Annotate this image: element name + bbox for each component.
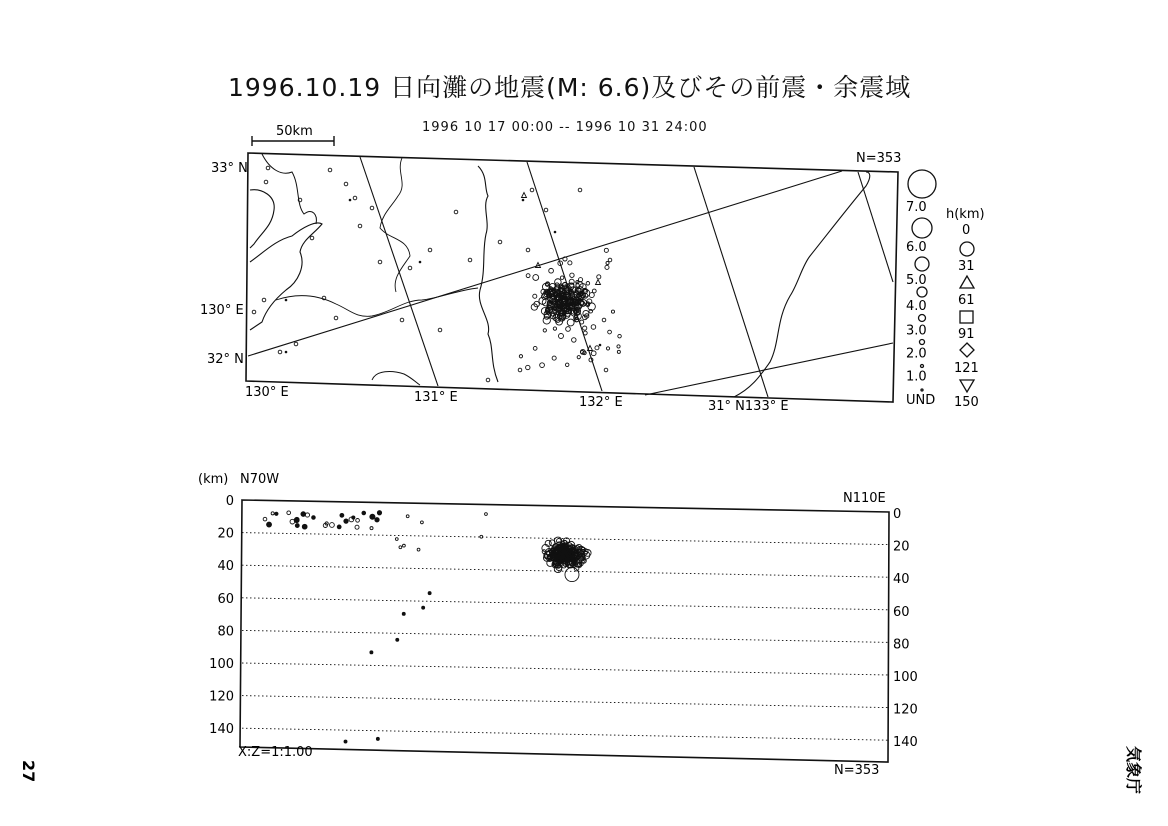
hypocenter-marker (344, 519, 348, 523)
epicenter-marker (602, 318, 606, 322)
depth-tick-right: 140 (893, 735, 918, 751)
hypocenter-marker (428, 592, 431, 595)
depth-gridline (242, 728, 889, 740)
depth-tick-left: 120 (209, 689, 234, 705)
epicenter-marker (526, 248, 530, 252)
depth-label-31: 31 (958, 259, 975, 274)
depth-tick-left: 60 (217, 591, 234, 607)
hypocenter-marker (549, 540, 555, 546)
depth-tick-right: 40 (893, 572, 910, 588)
hypocenter-marker (340, 513, 344, 517)
epicenter-marker (533, 346, 537, 350)
depth-tick-left: 40 (217, 559, 234, 575)
epicenter-marker (608, 258, 612, 262)
epicenter-marker (560, 276, 563, 279)
epicenter-marker (530, 188, 534, 192)
hypocenter-marker (301, 512, 306, 517)
epicenter-marker (262, 298, 266, 302)
magnitude-symbol-0 (908, 170, 936, 198)
lon-line-131 (360, 157, 438, 386)
depth-label-61: 61 (958, 293, 975, 308)
epicenter-marker (536, 263, 541, 268)
epicenter-marker (428, 248, 432, 252)
magnitude-symbol-5 (920, 340, 925, 345)
hypocenter-marker (267, 522, 272, 527)
depth-legend-title: h(km) (946, 207, 985, 222)
epicenter-marker (606, 261, 609, 264)
depth-square-symbol (960, 311, 973, 323)
lon-label-133: 31° N133° E (708, 399, 789, 414)
hypocenter-marker (287, 511, 291, 515)
epicenter-marker (285, 351, 288, 354)
hypocenter-marker (377, 511, 381, 515)
depth-cross-section (198, 472, 918, 778)
hypocenter-marker (395, 538, 398, 541)
epicenter-marker (353, 196, 357, 200)
section-ratio: X:Z=1:1.00 (238, 745, 313, 760)
depth-label-0: 0 (962, 223, 971, 238)
depth-label-121: 121 (954, 361, 979, 376)
depth-tick-right: 60 (893, 604, 910, 620)
epicenter-marker (408, 266, 412, 270)
section-count: N=353 (834, 763, 880, 778)
epicenter-marker (580, 320, 584, 324)
epicenter-marker (544, 208, 548, 212)
magnitude-legend (906, 170, 936, 408)
depth-gridline (242, 663, 889, 675)
depth-gridline (242, 598, 889, 610)
depth-label-91: 91 (958, 327, 975, 342)
depth-tick-right: 0 (893, 507, 902, 522)
section-left-direction: N70W (240, 472, 280, 487)
epicenter-marker (526, 274, 530, 278)
depth-tick-left: 100 (209, 657, 234, 672)
epicenter-marker (552, 356, 556, 360)
epicenter-marker (589, 293, 594, 298)
epicenter-marker (608, 330, 612, 334)
depth-inverted-triangle-symbol (960, 380, 974, 392)
epicenter-marker (285, 299, 288, 302)
coastline-shikoku (734, 172, 870, 397)
magnitude-label-0: 7.0 (906, 200, 927, 215)
depth-tick-left: 20 (217, 526, 234, 542)
hypocenter-marker (396, 638, 399, 641)
magnitude-label-4: 3.0 (906, 323, 927, 339)
lon-label-130: 130° E (245, 385, 289, 400)
depth-legend (946, 207, 985, 410)
epicenter-marker (567, 319, 574, 326)
hypocenter-marker (399, 546, 402, 549)
magnitude-label-6: 1.0 (906, 369, 927, 385)
epicenter-marker (526, 365, 530, 369)
epicenter-markers (252, 166, 621, 382)
lon-label-132: 132° E (579, 395, 623, 410)
depth-diamond-symbol (960, 343, 974, 357)
section-right-direction: N110E (843, 491, 886, 506)
epicenter-marker (419, 261, 422, 264)
magnitude-label-3: 4.0 (906, 299, 927, 314)
hypocenter-marker (302, 524, 307, 529)
hypocenter-marker (421, 521, 424, 524)
epicenter-marker (334, 316, 338, 320)
epicenter-marker (578, 278, 582, 282)
epicenter-marker (604, 368, 608, 372)
depth-tick-labels (209, 494, 918, 750)
epicenter-marker (572, 338, 577, 343)
epicenter-marker (518, 368, 522, 372)
hypocenter-marker (422, 606, 425, 609)
depth-gridline (242, 696, 889, 708)
epicenter-marker (565, 363, 568, 366)
epicenter-marker (583, 326, 587, 330)
epicenter-marker (358, 224, 362, 228)
coastline-north (262, 154, 316, 224)
map-count: N=353 (856, 151, 902, 166)
epicenter-marker (577, 356, 580, 359)
magnitude-label-7: UND (906, 393, 936, 408)
epicenter-marker (498, 240, 502, 244)
hypocenter-marker (485, 513, 488, 516)
epicenter-marker (378, 260, 382, 264)
depth-tick-right: 100 (893, 670, 918, 685)
lat-label-32: 32° N (207, 352, 244, 367)
hypocenter-marker (263, 517, 267, 521)
boundary-line-a (380, 158, 410, 292)
hypocenter-marker (356, 519, 360, 523)
magnitude-label-2: 5.0 (906, 273, 927, 288)
epicenter-marker (604, 248, 608, 252)
epicenter-marker (278, 350, 282, 354)
magnitude-label-1: 6.0 (906, 240, 927, 255)
coastline-ariake (250, 223, 322, 330)
hypocenter-marker (403, 544, 406, 547)
epicenter-marker (310, 236, 314, 240)
magnitude-label-5: 2.0 (906, 346, 927, 362)
epicenter-marker (617, 350, 620, 353)
hypocenter-marker (375, 518, 379, 522)
epicenter-marker (586, 281, 590, 285)
hypocenter-marker (370, 514, 375, 519)
figure-title: 1996.10.19 日向灘の地震(M: 6.6)及びその前震・余震域 (228, 73, 912, 102)
epicenter-marker (618, 334, 622, 338)
epicenter-marker (599, 344, 602, 347)
magnitude-symbol-6 (921, 365, 924, 368)
agency-mark: 気象庁 (1124, 746, 1143, 795)
epicenter-marker (611, 310, 614, 313)
epicenter-marker (554, 231, 557, 234)
epicenter-marker (344, 182, 348, 186)
epicenter-marker (568, 261, 572, 265)
depth-gridline (242, 630, 889, 642)
depth-tick-left: 80 (217, 624, 234, 640)
epicenter-marker (596, 280, 601, 285)
epicenter-marker (588, 346, 593, 351)
hypocenter-marker (370, 651, 373, 654)
epicenter-marker (252, 310, 256, 314)
epicenter-marker (559, 334, 564, 339)
hypocenter-marker (330, 523, 335, 528)
depth-tick-left: 0 (225, 494, 234, 509)
period-subtitle: 1996 10 17 00:00 -- 1996 10 31 24:00 (422, 120, 708, 135)
epicenter-marker (468, 258, 472, 262)
hypocenter-marker (376, 737, 379, 740)
depth-label-150: 150 (954, 395, 979, 410)
coastline-south (372, 372, 420, 385)
hypocenter-marker (312, 516, 316, 520)
epicenter-marker (583, 331, 587, 335)
magnitude-symbol-4 (919, 315, 926, 322)
lon-label-131: 131° E (414, 390, 458, 405)
lon-line-133 (694, 167, 768, 397)
epicenter-marker (566, 327, 571, 332)
epicenter-marker (570, 273, 574, 277)
lat-line-31 (645, 343, 893, 395)
depth-tick-right: 80 (893, 637, 910, 653)
epicenter-marker (438, 328, 442, 332)
hypocenter-marker (402, 612, 405, 615)
left-lon-label: 130° E (200, 303, 244, 318)
hypocenter-marker (370, 527, 373, 530)
coastline-amakusa (250, 190, 274, 248)
epicenter-marker (592, 289, 596, 293)
hypocenter-marker (337, 525, 341, 529)
epicenter-marker (522, 199, 525, 202)
epicenter-marker (328, 168, 332, 172)
hypocenter-marker (565, 568, 579, 582)
epicenter-marker (533, 294, 537, 298)
epicenter-marker (606, 347, 609, 350)
epicenter-marker (266, 166, 270, 170)
epicenter-marker (454, 210, 458, 214)
epicenter-marker (591, 351, 596, 356)
hypocenter-marker (275, 512, 278, 515)
epicenter-marker (555, 279, 562, 286)
epicenter-marker (264, 180, 268, 184)
epicenter-marker (294, 342, 298, 346)
depth-tick-right: 120 (893, 702, 918, 718)
depth-triangle-symbol (960, 276, 974, 288)
coastline-kyushu-east (478, 166, 498, 382)
lat-label-33: 33° N (211, 161, 248, 176)
epicenter-marker (553, 327, 556, 330)
epicenter-marker (522, 193, 527, 198)
epicenter-marker (349, 199, 352, 202)
epicenter-marker (597, 275, 601, 279)
magnitude-symbol-7 (921, 389, 923, 391)
depth-tick-right: 20 (893, 539, 910, 555)
hypocenter-marker (417, 548, 420, 551)
prefecture-boundary (276, 288, 478, 316)
page-number: 27 (19, 760, 38, 783)
scale-bar-label: 50km (276, 124, 313, 139)
epicenter-map (200, 124, 901, 414)
section-frame (240, 500, 889, 762)
magnitude-symbol-2 (915, 257, 929, 271)
epicenter-marker (543, 329, 546, 332)
hypocenter-marker (271, 512, 274, 515)
hypocenter-marker (406, 515, 409, 518)
epicenter-marker (540, 363, 545, 368)
epicenter-marker (595, 346, 599, 350)
magnitude-symbol-1 (912, 218, 932, 238)
depth-circle-symbol (960, 242, 974, 256)
epicenter-marker (578, 188, 582, 192)
hypocenter-marker (344, 740, 347, 743)
depth-tick-left: 140 (209, 722, 234, 738)
hypocenter-marker (362, 511, 366, 515)
epicenter-marker (549, 268, 554, 273)
magnitude-symbol-3 (917, 287, 927, 297)
section-unit-label: (km) (198, 472, 229, 487)
epicenter-marker (486, 378, 490, 382)
epicenter-marker (400, 318, 404, 322)
hypocenter-marker (355, 525, 359, 529)
epicenter-marker (605, 265, 609, 269)
lat-line-32 (248, 171, 842, 356)
epicenter-marker (617, 345, 620, 348)
epicenter-marker (370, 206, 374, 210)
hypocenter-marker (480, 535, 483, 538)
epicenter-marker (591, 325, 596, 330)
hypocenter-markers (263, 511, 591, 743)
epicenter-marker (533, 275, 539, 281)
epicenter-marker (519, 355, 522, 358)
hypocenter-marker (295, 524, 299, 528)
